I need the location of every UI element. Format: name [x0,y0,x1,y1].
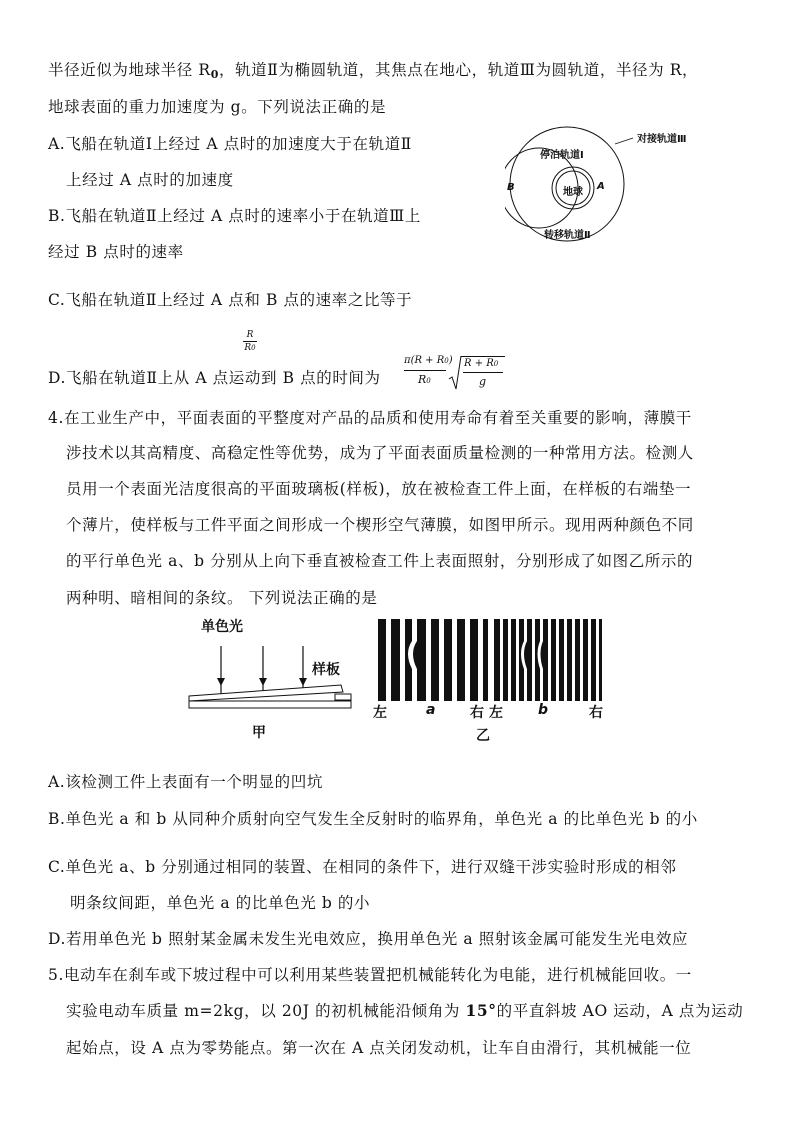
orbit-label-transfer: 转移轨道Ⅱ [544,230,591,241]
fringe-diagram-b [494,619,602,701]
text-segment: 的平直斜坡 AO 运动，A 点为运动 [496,1002,744,1020]
q4-option-c-2: 明条纹间距，单色光 a 的比单色光 b 的小 [70,894,371,912]
q5-line-3: 起始点，设 A 点为零势能点。第一次在 A 点关闭发动机，让车自由滑行，其机械能一位 [66,1039,692,1057]
fringe-label-b: b [538,702,549,718]
orbit-label-dock: 对接轨道Ⅲ [637,134,687,145]
option-d-line: D.飞船在轨道Ⅱ上从 A 点运动到 B 点的时间为 [48,369,381,387]
text-line-2: 地球表面的重力加速度为 g。下列说法正确的是 [48,98,387,116]
q4-line-4: 个薄片，使样板与工件平面之间形成一个楔形空气薄膜，如图甲所示。现用两种颜色不同 [66,516,694,534]
orbit-label-B: B [507,182,515,193]
q4-line-5: 的平行单色光 a、b 分别从上向下垂直被检查工件上表面照射，分别形成了如图乙所示的 [66,552,694,570]
arrow-icon [299,678,307,686]
fringe-diagram-a [378,619,488,701]
fringe-label-left-a: 左 [373,705,387,721]
formula-d-sqrt-numerator: R + R0 [464,358,499,369]
orbit-label-earth: 地球 [563,187,583,198]
q4-option-d: D.若用单色光 b 照射某金属未发生光电效应，换用单色光 a 照射该金属可能发生光电效应 [48,930,689,948]
formula-d [402,355,512,395]
fringe-a-background [378,619,488,701]
formula-d-sqrt-bar [463,372,503,373]
q4-line-1: 4.在工业生产中，平面表面的平整度对产品的品质和使用寿命有着至关重要的影响，薄膜干 [48,409,692,427]
subscript: 0 [210,68,219,81]
fringe-label-right-a: 右 [470,705,484,721]
q4-line-2: 涉技术以其高精度、高稳定性等优势，成为了平面表面质量检测的一种常用方法。检测人 [66,444,694,462]
sample-plate [189,685,343,701]
angle-value: 15° [465,1001,497,1020]
text-segment: 半径近似为地球半径 R [48,61,211,79]
text-segment: 实验电动车质量 m=2kg，以 20J 的初机械能沿倾角为 [66,1002,466,1020]
arrow-icon [217,678,225,686]
q4-option-c-1: C.单色光 a、b 分别通过相同的装置、在相同的条件下，进行双缝干涉实验时形成的相邻 [48,858,677,876]
option-a-line-1: A.飞船在轨道Ⅰ上经过 A 点时的加速度大于在轨道Ⅱ [48,135,412,153]
wedge-label-jia: 甲 [252,725,266,741]
thin-spacer [335,694,351,700]
sqrt-sign-icon [448,355,462,393]
sqrt-top-bar [461,356,505,357]
option-a-line-2: 上经过 A 点时的加速度 [66,171,234,189]
arrow-icon [259,678,267,686]
wedge-label-light: 单色光 [201,619,243,635]
fringe-label-right-b: 右 [589,705,603,721]
dock-label-leader [615,138,633,144]
fringe-label-yi: 乙 [476,728,490,744]
workpiece [189,701,351,708]
formula-d-numerator: π(R + R0) [404,355,453,366]
wedge-label-plate: 样板 [312,662,340,678]
q4-option-b: B.单色光 a 和 b 从同种介质射向空气发生全反射时的临界角，单色光 a 的比单色光 b 的小 [48,810,698,828]
option-b-line-2: 经过 B 点时的速率 [48,243,184,261]
q4-line-3: 员用一个表面光洁度很高的平面玻璃板(样板)，放在被检查工件上面，在样板的右端垫一 [66,480,692,498]
q5-line-1: 5.电动车在刹车或下坡过程中可以利用某些装置把机械能转化为电能，进行机械能回收。一 [48,966,692,984]
formula-c [240,330,260,353]
formula-c-numerator: R [246,330,254,340]
formula-c-bar [243,341,257,342]
q4-option-a: A.该检测工件上表面有一个明显的凹坑 [48,773,323,791]
orbit-label-A: A [597,181,605,192]
formula-d-sqrt-denominator: g [479,375,487,388]
fringe-label-a: a [426,702,436,718]
fringe-label-left-b: 左 [489,705,503,721]
formula-c-denominator: R0 [244,343,256,353]
option-b-line-1: B.飞船在轨道Ⅱ上经过 A 点时的速率小于在轨道Ⅲ上 [48,207,421,225]
q5-line-2 [66,999,743,1023]
text-segment: ，轨道Ⅱ为椭圆轨道，其焦点在地心，轨道Ⅲ为圆轨道，半径为 R， [218,61,699,79]
q4-line-6: 两种明、暗相间的条纹。 下列说法正确的是 [66,589,378,607]
orbit-label-park: 停泊轨道Ⅰ [540,150,584,161]
formula-d-bar [404,370,446,371]
formula-d-denominator: R0 [418,373,431,386]
option-c-line: C.飞船在轨道Ⅱ上经过 A 点和 B 点的速率之比等于 [48,291,413,309]
text-line-1 [48,58,698,87]
